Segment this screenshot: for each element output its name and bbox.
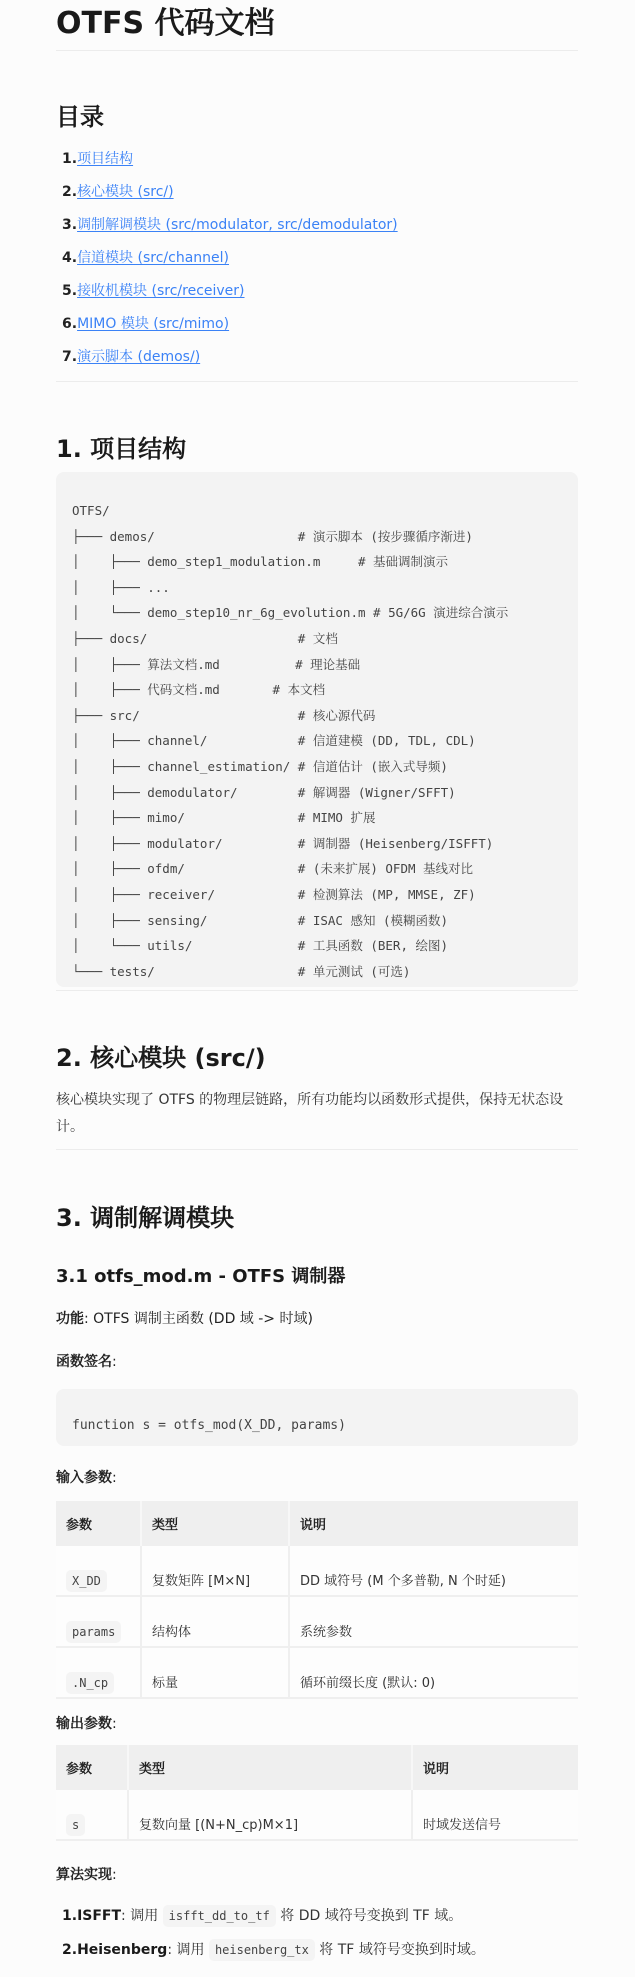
divider xyxy=(56,50,578,51)
column-header: 类型 xyxy=(128,1745,412,1790)
column-header: 类型 xyxy=(141,1501,289,1546)
toc-link-demos[interactable]: 演示脚本 (demos/) xyxy=(77,349,201,365)
project-tree-code-block xyxy=(56,472,578,987)
subsection-heading: 3.1 otfs_mod.m - OTFS 调制器 xyxy=(56,1266,346,1287)
param-type: 复数向量 [(N+N_cp)M×1] xyxy=(128,1790,412,1840)
toc-link-core-modules[interactable]: 核心模块 (src/) xyxy=(77,184,174,200)
tree-line: │ ├─── ofdm/ # (未来扩展) OFDM 基线对比 xyxy=(72,861,474,877)
signature-code: function s = otfs_mod(X_DD, params) xyxy=(72,1418,346,1433)
table-header-row xyxy=(56,1501,578,1546)
section3-heading: 3. 调制解调模块 xyxy=(56,1204,235,1232)
divider xyxy=(56,381,578,382)
algorithm-label: 算法实现: xyxy=(56,1867,117,1883)
toc-link-modem[interactable]: 调制解调模块 (src/modulator, src/demodulator) xyxy=(77,217,398,233)
param-type: 结构体 xyxy=(141,1596,289,1647)
divider xyxy=(56,990,578,991)
tree-line: │ ├─── demo_step1_modulation.m # 基础调制演示 xyxy=(72,554,449,570)
column-header: 说明 xyxy=(412,1745,578,1790)
function-ref: isfft_dd_to_tf xyxy=(163,1905,276,1927)
table-header-row xyxy=(56,1745,578,1790)
toc-item: 1.项目结构 xyxy=(62,151,134,167)
tree-line: │ ├─── 算法文档.md # 理论基础 xyxy=(72,656,361,672)
column-header: 参数 xyxy=(56,1501,141,1546)
param-description: 时域发送信号 xyxy=(412,1790,578,1840)
column-header: 说明 xyxy=(289,1501,578,1546)
table-row xyxy=(56,1790,578,1840)
toc-heading: 目录 xyxy=(56,103,104,131)
signature-label: 函数签名: xyxy=(56,1354,117,1370)
param-description: 系统参数 xyxy=(289,1596,578,1647)
param-name: X_DD xyxy=(56,1546,141,1596)
page-title: OTFS 代码文档 xyxy=(56,6,275,41)
tree-line: │ ├─── 代码文档.md # 本文档 xyxy=(72,682,326,698)
section2-body: 核心模块实现了 OTFS 的物理层链路，所有功能均以函数形式提供，保持无状态设计。 xyxy=(56,1092,564,1135)
tree-line: │ ├─── modulator/ # 调制器 (Heisenberg/ISFFT) xyxy=(72,835,494,851)
tree-line: │ └─── demo_step10_nr_6g_evolution.m # 5G/6G 演进综合演示 xyxy=(72,605,509,621)
divider xyxy=(56,1149,578,1150)
tree-line: │ ├─── channel/ # 信道建模 (DD, TDL, CDL) xyxy=(72,733,476,749)
toc-item: 7.演示脚本 (demos/) xyxy=(62,349,201,365)
table-row xyxy=(56,1596,578,1647)
tree-line: │ ├─── receiver/ # 检测算法 (MP, MMSE, ZF) xyxy=(72,886,476,902)
table-row xyxy=(56,1647,578,1698)
param-name: .N_cp xyxy=(56,1647,141,1698)
toc-link-receiver[interactable]: 接收机模块 (src/receiver) xyxy=(77,283,245,299)
tree-line: ├─── docs/ # 文档 xyxy=(72,630,338,646)
param-description: DD 域符号 (M 个多普勒, N 个时延) xyxy=(289,1546,578,1596)
tree-line: │ └─── utils/ # 工具函数 (BER, 绘图) xyxy=(72,938,449,954)
toc-item: 4.信道模块 (src/channel) xyxy=(62,250,229,266)
table-of-contents xyxy=(62,148,398,379)
tree-line: │ ├─── sensing/ # ISAC 感知 (模糊函数) xyxy=(72,912,449,928)
tree-line: │ ├─── demodulator/ # 解调器 (Wigner/SFFT) xyxy=(72,784,456,800)
tree-line: │ ├─── mimo/ # MIMO 扩展 xyxy=(72,810,376,826)
tree-line: │ ├─── channel_estimation/ # 信道估计 (嵌入式导频) xyxy=(72,758,448,774)
tree-line: ├─── src/ # 核心源代码 xyxy=(72,707,376,723)
outputs-label: 输出参数: xyxy=(56,1716,117,1732)
toc-item: 5.接收机模块 (src/receiver) xyxy=(62,283,245,299)
tree-line: OTFS/ xyxy=(72,503,110,518)
table-row xyxy=(56,1546,578,1596)
param-description: 循环前缀长度 (默认: 0) xyxy=(289,1647,578,1698)
function-ref: heisenberg_tx xyxy=(209,1939,315,1961)
section1-heading: 1. 项目结构 xyxy=(56,435,187,463)
algorithm-step: 2.Heisenberg: 调用 heisenberg_tx 将 TF 域符号变换到时域。 xyxy=(62,1938,485,1972)
toc-item: 2.核心模块 (src/) xyxy=(62,184,174,200)
section2-heading: 2. 核心模块 (src/) xyxy=(56,1044,266,1072)
toc-item: 6.MIMO 模块 (src/mimo) xyxy=(62,316,230,332)
inputs-label: 输入参数: xyxy=(56,1470,117,1486)
algorithm-steps xyxy=(62,1904,485,1972)
toc-link-channel[interactable]: 信道模块 (src/channel) xyxy=(77,250,229,266)
param-name: s xyxy=(56,1790,128,1840)
tree-line: └─── tests/ # 单元测试 (可选) xyxy=(72,963,411,979)
input-params-table xyxy=(56,1501,578,1699)
toc-link-mimo[interactable]: MIMO 模块 (src/mimo) xyxy=(77,316,230,332)
toc-item: 3.调制解调模块 (src/modulator, src/demodulator) xyxy=(62,217,398,233)
column-header: 参数 xyxy=(56,1745,128,1790)
tree-line: │ ├─── ... xyxy=(72,579,170,595)
project-tree xyxy=(56,472,578,984)
output-params-table xyxy=(56,1745,578,1841)
function-description: 功能: OTFS 调制主函数 (DD 域 -> 时域) xyxy=(56,1311,313,1327)
tree-line: ├─── demos/ # 演示脚本 (按步骤循序渐进) xyxy=(72,528,473,544)
toc-link-project-structure[interactable]: 项目结构 xyxy=(77,151,134,167)
param-type: 复数矩阵 [M×N] xyxy=(141,1546,289,1596)
param-name: params xyxy=(56,1596,141,1647)
signature-code-block xyxy=(56,1389,578,1446)
algorithm-step: 1.ISFFT: 调用 isfft_dd_to_tf 将 DD 域符号变换到 TF 域。 xyxy=(62,1904,485,1938)
param-type: 标量 xyxy=(141,1647,289,1698)
